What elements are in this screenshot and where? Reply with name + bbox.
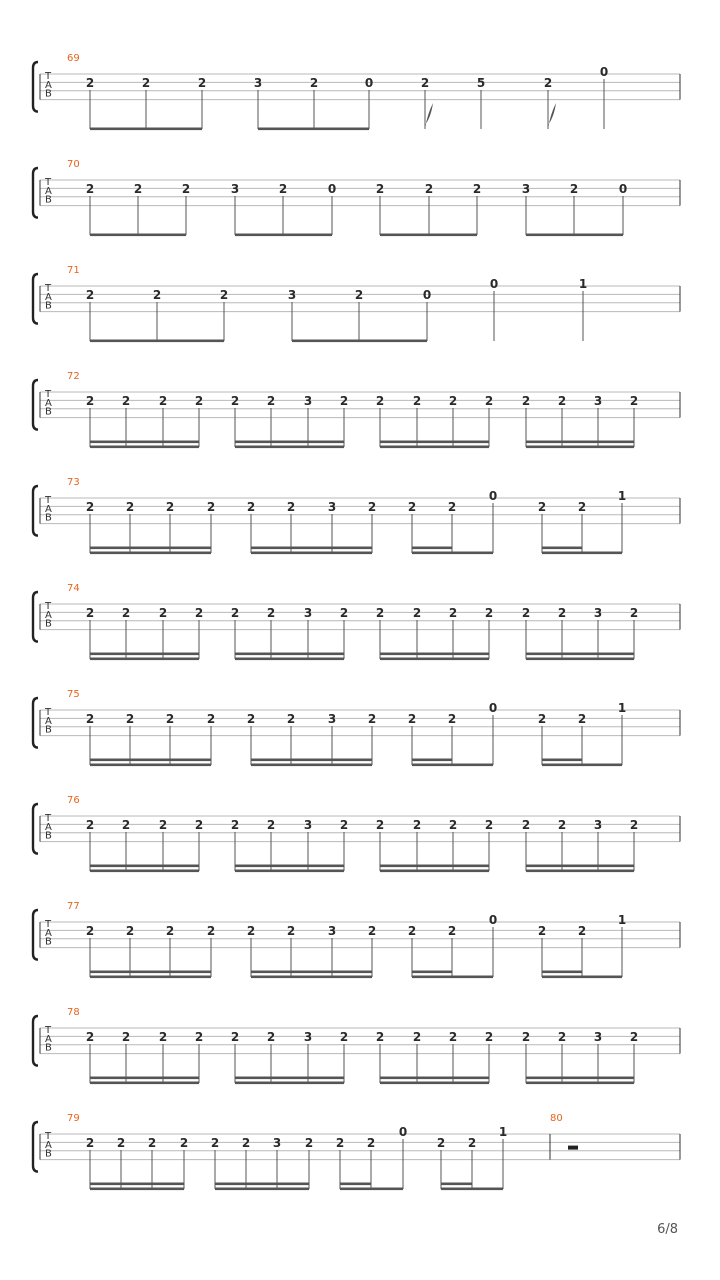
beam-primary — [90, 764, 211, 767]
tab-clef-letter: T — [45, 495, 52, 506]
fret-number: 2 — [179, 1136, 189, 1150]
fret-number: 2 — [158, 394, 168, 408]
fret-number: 3 — [303, 1030, 313, 1044]
fret-number: 2 — [85, 1136, 95, 1150]
beam — [235, 234, 332, 237]
fret-number: 2 — [246, 712, 256, 726]
beam-primary — [380, 446, 489, 449]
fret-number: 2 — [304, 1136, 314, 1150]
fret-number: 2 — [116, 1136, 126, 1150]
beam-primary — [90, 870, 199, 873]
tab-clef-letter: B — [45, 512, 52, 524]
fret-number: 3 — [327, 500, 337, 514]
fret-number: 2 — [537, 500, 547, 514]
system-bracket — [33, 1122, 38, 1172]
tab-clef-letter: B — [45, 406, 52, 418]
measure-number: 72 — [67, 371, 80, 382]
beam-primary — [340, 1188, 403, 1191]
fret-number: 2 — [375, 1030, 385, 1044]
beam-primary — [90, 1082, 199, 1085]
fret-number: 3 — [593, 606, 603, 620]
fret-number: 2 — [537, 712, 547, 726]
tab-clef-letter: T — [45, 389, 52, 400]
fret-number: 2 — [366, 1136, 376, 1150]
fret-number: 2 — [278, 182, 288, 196]
tab-clef-letter: T — [45, 1025, 52, 1036]
fret-number: 2 — [629, 818, 639, 832]
fret-number: 0 — [488, 913, 498, 927]
fret-number: 2 — [412, 606, 422, 620]
fret-number: 2 — [85, 182, 95, 196]
beam-secondary — [526, 441, 634, 444]
fret-number: 2 — [230, 394, 240, 408]
fret-number: 2 — [230, 606, 240, 620]
fret-number: 2 — [266, 606, 276, 620]
fret-number: 2 — [521, 818, 531, 832]
tab-clef-letter: A — [45, 185, 52, 197]
system-bracket — [33, 698, 38, 748]
beam-primary — [235, 446, 344, 449]
beam — [526, 234, 623, 237]
fret-number: 2 — [339, 606, 349, 620]
fret-number: 2 — [420, 76, 430, 90]
tab-clef-letter: A — [45, 291, 52, 303]
system-bracket — [33, 486, 38, 536]
fret-number: 2 — [121, 606, 131, 620]
fret-number: 2 — [448, 1030, 458, 1044]
beam-secondary — [542, 547, 582, 550]
fret-number: 2 — [266, 818, 276, 832]
fret-number: 2 — [448, 394, 458, 408]
fret-number: 2 — [436, 1136, 446, 1150]
tab-clef-letter: T — [45, 601, 52, 612]
fret-number: 2 — [484, 394, 494, 408]
fret-number: 2 — [85, 818, 95, 832]
tab-clef-letter: A — [45, 397, 52, 409]
beam-primary — [412, 552, 493, 555]
beam-secondary — [90, 441, 199, 444]
fret-number: 2 — [125, 500, 135, 514]
fret-number: 2 — [521, 606, 531, 620]
fret-number: 2 — [577, 712, 587, 726]
fret-number: 2 — [85, 1030, 95, 1044]
fret-number: 2 — [537, 924, 547, 938]
fret-number: 2 — [375, 182, 385, 196]
tab-clef-letter: T — [45, 283, 52, 294]
beam-primary — [412, 764, 493, 767]
beam-primary — [251, 552, 372, 555]
beam-secondary — [251, 759, 372, 762]
fret-number: 2 — [286, 500, 296, 514]
fret-number: 2 — [354, 288, 364, 302]
system-bracket — [33, 1016, 38, 1066]
page-number: 6/8 — [657, 1222, 678, 1237]
beam-secondary — [380, 865, 489, 868]
beam-secondary — [380, 653, 489, 656]
tab-clef-letter: A — [45, 1139, 52, 1151]
tab-clef-letter: T — [45, 813, 52, 824]
fret-number: 2 — [165, 712, 175, 726]
beam-secondary — [412, 971, 452, 974]
beam-primary — [542, 976, 622, 979]
fret-number: 2 — [375, 394, 385, 408]
system-bracket — [33, 274, 38, 324]
tab-clef-letter: B — [45, 88, 52, 100]
beam-secondary — [251, 547, 372, 550]
fret-number: 2 — [286, 924, 296, 938]
fret-number: 0 — [488, 489, 498, 503]
tab-clef-letter: T — [45, 177, 52, 188]
fret-number: 2 — [85, 712, 95, 726]
tab-clef-letter: T — [45, 919, 52, 930]
tab-clef-letter: T — [45, 707, 52, 718]
beam-secondary — [90, 547, 211, 550]
measure-number: 77 — [67, 901, 80, 912]
fret-number: 2 — [577, 924, 587, 938]
fret-number: 2 — [407, 924, 417, 938]
fret-number: 2 — [557, 394, 567, 408]
beam — [380, 234, 477, 237]
fret-number: 2 — [339, 818, 349, 832]
fret-number: 3 — [287, 288, 297, 302]
fret-number: 2 — [447, 924, 457, 938]
beam-primary — [90, 552, 211, 555]
note-flag — [425, 103, 433, 129]
fret-number: 2 — [158, 606, 168, 620]
system-bracket — [33, 910, 38, 960]
tab-clef-letter: B — [45, 936, 52, 948]
fret-number: 2 — [484, 818, 494, 832]
tab-clef-letter: A — [45, 927, 52, 939]
fret-number: 2 — [85, 394, 95, 408]
beam-primary — [526, 658, 634, 661]
fret-number: 1 — [617, 489, 627, 503]
fret-number: 2 — [125, 924, 135, 938]
fret-number: 3 — [230, 182, 240, 196]
beam-secondary — [251, 971, 372, 974]
fret-number: 2 — [165, 924, 175, 938]
fret-number: 2 — [230, 818, 240, 832]
fret-number: 2 — [569, 182, 579, 196]
beam-primary — [251, 764, 372, 767]
tab-clef-letter: A — [45, 503, 52, 515]
fret-number: 2 — [125, 712, 135, 726]
beam-secondary — [542, 971, 582, 974]
fret-number: 0 — [364, 76, 374, 90]
fret-number: 2 — [206, 924, 216, 938]
fret-number: 2 — [367, 712, 377, 726]
measure-number: 75 — [67, 689, 80, 700]
beam-primary — [235, 658, 344, 661]
beam-secondary — [235, 865, 344, 868]
fret-number: 2 — [467, 1136, 477, 1150]
fret-number: 3 — [303, 818, 313, 832]
beam — [258, 128, 369, 131]
fret-number: 2 — [266, 1030, 276, 1044]
beam-secondary — [526, 865, 634, 868]
fret-number: 2 — [543, 76, 553, 90]
fret-number: 2 — [286, 712, 296, 726]
beam-primary — [542, 552, 622, 555]
system-bracket — [33, 168, 38, 218]
fret-number: 2 — [246, 500, 256, 514]
beam-primary — [235, 1082, 344, 1085]
tab-clef-letter: A — [45, 821, 52, 833]
fret-number: 2 — [407, 712, 417, 726]
beam — [90, 340, 224, 343]
fret-number: 0 — [488, 701, 498, 715]
beam-primary — [380, 658, 489, 661]
fret-number: 2 — [629, 606, 639, 620]
fret-number: 2 — [367, 500, 377, 514]
fret-number: 2 — [557, 818, 567, 832]
beam-primary — [380, 870, 489, 873]
fret-number: 2 — [484, 606, 494, 620]
fret-number: 2 — [577, 500, 587, 514]
fret-number: 2 — [309, 76, 319, 90]
fret-number: 2 — [85, 924, 95, 938]
measure-number: 69 — [67, 53, 80, 64]
beam-secondary — [380, 441, 489, 444]
fret-number: 2 — [521, 1030, 531, 1044]
beam-primary — [441, 1188, 503, 1191]
fret-number: 2 — [133, 182, 143, 196]
beam-secondary — [215, 1183, 309, 1186]
fret-number: 2 — [121, 394, 131, 408]
fret-number: 2 — [197, 76, 207, 90]
fret-number: 2 — [230, 1030, 240, 1044]
beam-primary — [235, 870, 344, 873]
fret-number: 2 — [407, 500, 417, 514]
beam-primary — [90, 446, 199, 449]
fret-number: 2 — [141, 76, 151, 90]
system-bracket — [33, 804, 38, 854]
beam — [292, 340, 427, 343]
tab-clef-letter: B — [45, 724, 52, 736]
measure-number: 80 — [550, 1113, 563, 1124]
fret-number: 2 — [206, 500, 216, 514]
fret-number: 0 — [398, 1125, 408, 1139]
fret-number: 2 — [241, 1136, 251, 1150]
fret-number: 3 — [303, 606, 313, 620]
beam-secondary — [542, 759, 582, 762]
tab-clef-letter: A — [45, 715, 52, 727]
fret-number: 2 — [85, 500, 95, 514]
beam-primary — [380, 1082, 489, 1085]
fret-number: 2 — [484, 1030, 494, 1044]
beam-primary — [90, 976, 211, 979]
note-flag — [548, 103, 556, 129]
fret-number: 2 — [412, 394, 422, 408]
beam-secondary — [90, 1183, 184, 1186]
fret-number: 2 — [412, 818, 422, 832]
half-rest — [568, 1146, 578, 1150]
beam-secondary — [526, 653, 634, 656]
measure-number: 79 — [67, 1113, 80, 1124]
fret-number: 2 — [85, 606, 95, 620]
tab-clef-letter: B — [45, 830, 52, 842]
beam-secondary — [90, 759, 211, 762]
tab-clef-letter: B — [45, 1042, 52, 1054]
beam — [90, 128, 202, 131]
beam-secondary — [340, 1183, 371, 1186]
beam-secondary — [90, 1077, 199, 1080]
system-bracket — [33, 62, 38, 112]
beam-primary — [526, 1082, 634, 1085]
fret-number: 2 — [147, 1136, 157, 1150]
fret-number: 3 — [593, 1030, 603, 1044]
system-bracket — [33, 592, 38, 642]
fret-number: 2 — [158, 818, 168, 832]
fret-number: 2 — [210, 1136, 220, 1150]
fret-number: 2 — [375, 606, 385, 620]
beam-secondary — [235, 441, 344, 444]
beam-secondary — [412, 759, 452, 762]
fret-number: 2 — [85, 288, 95, 302]
beam-secondary — [90, 865, 199, 868]
fret-number: 2 — [152, 288, 162, 302]
fret-number: 2 — [121, 818, 131, 832]
fret-number: 2 — [206, 712, 216, 726]
measure-number: 70 — [67, 159, 80, 170]
measure-number: 74 — [67, 583, 80, 594]
beam-primary — [412, 976, 493, 979]
fret-number: 1 — [578, 277, 588, 291]
beam-secondary — [90, 971, 211, 974]
fret-number: 2 — [521, 394, 531, 408]
fret-number: 2 — [266, 394, 276, 408]
fret-number: 2 — [447, 500, 457, 514]
fret-number: 3 — [272, 1136, 282, 1150]
tab-clef-letter: B — [45, 618, 52, 630]
beam-primary — [90, 1188, 184, 1191]
fret-number: 2 — [194, 606, 204, 620]
tab-clef-letter: B — [45, 1148, 52, 1160]
fret-number: 0 — [422, 288, 432, 302]
fret-number: 3 — [327, 924, 337, 938]
beam-primary — [526, 446, 634, 449]
system-bracket — [33, 380, 38, 430]
fret-number: 2 — [472, 182, 482, 196]
fret-number: 2 — [375, 818, 385, 832]
tab-clef-letter: T — [45, 1131, 52, 1142]
fret-number: 2 — [629, 394, 639, 408]
beam — [90, 234, 186, 237]
tab-clef-letter: T — [45, 71, 52, 82]
fret-number: 3 — [327, 712, 337, 726]
fret-number: 2 — [412, 1030, 422, 1044]
beam-primary — [215, 1188, 309, 1191]
fret-number: 2 — [367, 924, 377, 938]
fret-number: 3 — [253, 76, 263, 90]
fret-number: 3 — [593, 394, 603, 408]
fret-number: 2 — [194, 1030, 204, 1044]
tab-clef-letter: B — [45, 300, 52, 312]
fret-number: 3 — [521, 182, 531, 196]
fret-number: 2 — [181, 182, 191, 196]
fret-number: 2 — [629, 1030, 639, 1044]
beam-secondary — [235, 1077, 344, 1080]
fret-number: 2 — [424, 182, 434, 196]
fret-number: 1 — [617, 701, 627, 715]
fret-number: 2 — [158, 1030, 168, 1044]
beam-secondary — [90, 653, 199, 656]
fret-number: 0 — [599, 65, 609, 79]
beam-primary — [526, 870, 634, 873]
measure-number: 78 — [67, 1007, 80, 1018]
fret-number: 5 — [476, 76, 486, 90]
measure-number: 71 — [67, 265, 80, 276]
fret-number: 2 — [121, 1030, 131, 1044]
fret-number: 0 — [618, 182, 628, 196]
fret-number: 2 — [165, 500, 175, 514]
fret-number: 3 — [303, 394, 313, 408]
beam-secondary — [412, 547, 452, 550]
fret-number: 2 — [557, 1030, 567, 1044]
beam-secondary — [441, 1183, 472, 1186]
tab-clef-letter: A — [45, 79, 52, 91]
beam-secondary — [380, 1077, 489, 1080]
fret-number: 2 — [448, 818, 458, 832]
fret-number: 2 — [339, 394, 349, 408]
fret-number: 2 — [448, 606, 458, 620]
fret-number: 2 — [246, 924, 256, 938]
measure-number: 73 — [67, 477, 80, 488]
fret-number: 2 — [194, 394, 204, 408]
fret-number: 2 — [219, 288, 229, 302]
fret-number: 2 — [447, 712, 457, 726]
measure-number: 76 — [67, 795, 80, 806]
tab-clef-letter: A — [45, 1033, 52, 1045]
beam-primary — [90, 658, 199, 661]
fret-number: 2 — [335, 1136, 345, 1150]
fret-number: 1 — [617, 913, 627, 927]
fret-number: 2 — [339, 1030, 349, 1044]
beam-primary — [251, 976, 372, 979]
fret-number: 2 — [194, 818, 204, 832]
fret-number: 2 — [85, 76, 95, 90]
fret-number: 0 — [489, 277, 499, 291]
fret-number: 3 — [593, 818, 603, 832]
beam-secondary — [235, 653, 344, 656]
beam-secondary — [526, 1077, 634, 1080]
fret-number: 2 — [557, 606, 567, 620]
beam-primary — [542, 764, 622, 767]
fret-number: 0 — [327, 182, 337, 196]
tab-clef-letter: A — [45, 609, 52, 621]
tab-clef-letter: B — [45, 194, 52, 206]
fret-number: 1 — [498, 1125, 508, 1139]
